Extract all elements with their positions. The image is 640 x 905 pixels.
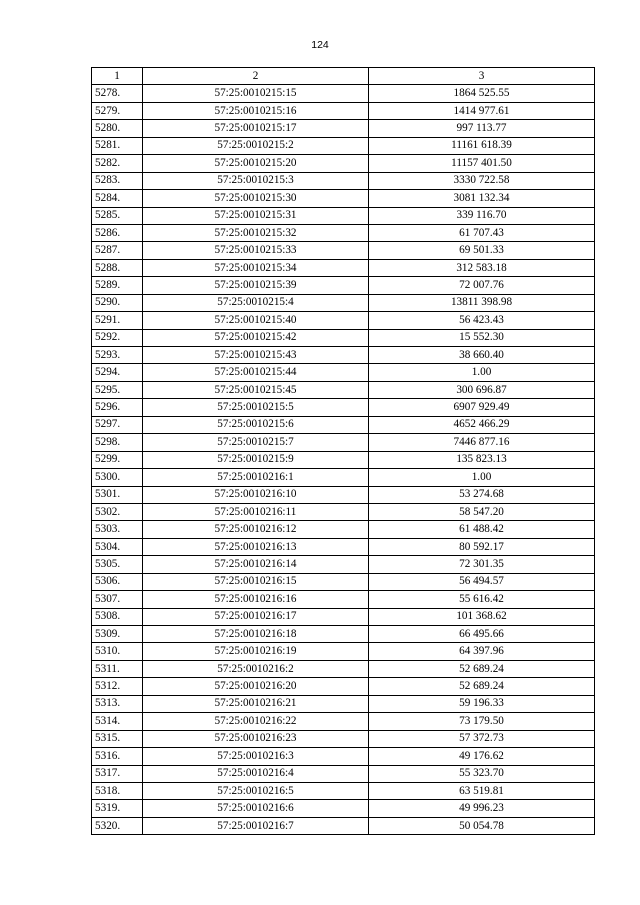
cadastral-number: 57:25:0010216:5 [143, 782, 369, 799]
table-row [92, 312, 595, 329]
cadastral-number: 57:25:0010216:11 [143, 503, 369, 520]
table-row [92, 782, 595, 799]
table-row [92, 277, 595, 294]
table-row [92, 556, 595, 573]
table-row [92, 259, 595, 276]
cadastral-value: 61 707.43 [369, 224, 595, 241]
table-row [92, 364, 595, 381]
cadastral-value: 6907 929.49 [369, 399, 595, 416]
table-row [92, 207, 595, 224]
row-number: 5297. [92, 416, 143, 433]
row-number: 5309. [92, 626, 143, 643]
cadastral-number: 57:25:0010215:39 [143, 277, 369, 294]
table-row [92, 102, 595, 119]
cadastral-number: 57:25:0010216:17 [143, 608, 369, 625]
row-number: 5305. [92, 556, 143, 573]
cadastral-value: 101 368.62 [369, 608, 595, 625]
column-header-1: 1 [92, 68, 143, 85]
cadastral-number: 57:25:0010216:18 [143, 626, 369, 643]
row-number: 5283. [92, 172, 143, 189]
table-row [92, 172, 595, 189]
cadastral-value: 13811 398.98 [369, 294, 595, 311]
row-number: 5311. [92, 660, 143, 677]
row-number: 5279. [92, 102, 143, 119]
table-row [92, 521, 595, 538]
row-number: 5316. [92, 748, 143, 765]
cadastral-number: 57:25:0010215:4 [143, 294, 369, 311]
table-row [92, 503, 595, 520]
row-number: 5293. [92, 347, 143, 364]
cadastral-value: 55 323.70 [369, 765, 595, 782]
row-number: 5314. [92, 713, 143, 730]
cadastral-value: 72 301.35 [369, 556, 595, 573]
table-row [92, 434, 595, 451]
cadastral-value-table [91, 67, 595, 835]
cadastral-value: 135 823.13 [369, 451, 595, 468]
cadastral-value: 56 423.43 [369, 312, 595, 329]
cadastral-number: 57:25:0010215:17 [143, 120, 369, 137]
table-row [92, 242, 595, 259]
row-number: 5298. [92, 434, 143, 451]
cadastral-value: 50 054.78 [369, 817, 595, 834]
row-number: 5281. [92, 137, 143, 154]
table-row [92, 573, 595, 590]
row-number: 5301. [92, 486, 143, 503]
cadastral-number: 57:25:0010215:34 [143, 259, 369, 276]
cadastral-number: 57:25:0010216:20 [143, 678, 369, 695]
row-number: 5306. [92, 573, 143, 590]
cadastral-value: 7446 877.16 [369, 434, 595, 451]
row-number: 5291. [92, 312, 143, 329]
row-number: 5282. [92, 155, 143, 172]
row-number: 5304. [92, 538, 143, 555]
table-row [92, 451, 595, 468]
cadastral-number: 57:25:0010216:15 [143, 573, 369, 590]
page-number: 124 [311, 39, 329, 51]
cadastral-value: 63 519.81 [369, 782, 595, 799]
row-number: 5286. [92, 224, 143, 241]
row-number: 5299. [92, 451, 143, 468]
table-row [92, 347, 595, 364]
row-number: 5278. [92, 85, 143, 102]
cadastral-number: 57:25:0010215:9 [143, 451, 369, 468]
cadastral-number: 57:25:0010215:44 [143, 364, 369, 381]
table-row [92, 120, 595, 137]
cadastral-number: 57:25:0010216:10 [143, 486, 369, 503]
cadastral-number: 57:25:0010215:32 [143, 224, 369, 241]
cadastral-number: 57:25:0010215:3 [143, 172, 369, 189]
table-row [92, 765, 595, 782]
cadastral-value: 11157 401.50 [369, 155, 595, 172]
cadastral-number: 57:25:0010215:20 [143, 155, 369, 172]
table-row [92, 538, 595, 555]
cadastral-value: 58 547.20 [369, 503, 595, 520]
cadastral-number: 57:25:0010216:13 [143, 538, 369, 555]
column-header-3: 3 [369, 68, 595, 85]
row-number: 5295. [92, 381, 143, 398]
cadastral-number: 57:25:0010215:30 [143, 190, 369, 207]
table-row [92, 695, 595, 712]
row-number: 5284. [92, 190, 143, 207]
cadastral-number: 57:25:0010216:19 [143, 643, 369, 660]
cadastral-value: 56 494.57 [369, 573, 595, 590]
row-number: 5313. [92, 695, 143, 712]
row-number: 5320. [92, 817, 143, 834]
cadastral-number: 57:25:0010216:14 [143, 556, 369, 573]
table-row [92, 748, 595, 765]
table-row [92, 486, 595, 503]
row-number: 5310. [92, 643, 143, 660]
cadastral-number: 57:25:0010216:12 [143, 521, 369, 538]
cadastral-value: 3330 722.58 [369, 172, 595, 189]
table-body [92, 85, 595, 835]
row-number: 5302. [92, 503, 143, 520]
cadastral-value: 64 397.96 [369, 643, 595, 660]
table-row [92, 294, 595, 311]
cadastral-value: 4652 466.29 [369, 416, 595, 433]
cadastral-value: 61 488.42 [369, 521, 595, 538]
cadastral-value: 300 696.87 [369, 381, 595, 398]
table-row [92, 817, 595, 834]
cadastral-number: 57:25:0010215:33 [143, 242, 369, 259]
cadastral-value: 52 689.24 [369, 678, 595, 695]
cadastral-number: 57:25:0010216:23 [143, 730, 369, 747]
table-row [92, 416, 595, 433]
cadastral-number: 57:25:0010216:22 [143, 713, 369, 730]
table-row [92, 381, 595, 398]
cadastral-value: 73 179.50 [369, 713, 595, 730]
cadastral-number: 57:25:0010215:31 [143, 207, 369, 224]
table-row [92, 800, 595, 817]
table-row [92, 660, 595, 677]
cadastral-value: 69 501.33 [369, 242, 595, 259]
cadastral-value: 57 372.73 [369, 730, 595, 747]
cadastral-number: 57:25:0010216:16 [143, 591, 369, 608]
row-number: 5303. [92, 521, 143, 538]
row-number: 5289. [92, 277, 143, 294]
row-number: 5317. [92, 765, 143, 782]
row-number: 5315. [92, 730, 143, 747]
cadastral-value: 49 996.23 [369, 800, 595, 817]
cadastral-value: 1864 525.55 [369, 85, 595, 102]
row-number: 5288. [92, 259, 143, 276]
row-number: 5318. [92, 782, 143, 799]
cadastral-number: 57:25:0010215:7 [143, 434, 369, 451]
table-row [92, 137, 595, 154]
cadastral-number: 57:25:0010216:6 [143, 800, 369, 817]
cadastral-value: 53 274.68 [369, 486, 595, 503]
row-number: 5290. [92, 294, 143, 311]
table-row [92, 678, 595, 695]
cadastral-value: 66 495.66 [369, 626, 595, 643]
table-row [92, 329, 595, 346]
cadastral-number: 57:25:0010215:43 [143, 347, 369, 364]
table-row [92, 730, 595, 747]
cadastral-number: 57:25:0010216:7 [143, 817, 369, 834]
cadastral-value: 15 552.30 [369, 329, 595, 346]
row-number: 5296. [92, 399, 143, 416]
cadastral-number: 57:25:0010216:21 [143, 695, 369, 712]
table-row [92, 155, 595, 172]
cadastral-value: 55 616.42 [369, 591, 595, 608]
table-row [92, 469, 595, 486]
cadastral-value: 1.00 [369, 469, 595, 486]
table-row [92, 608, 595, 625]
cadastral-number: 57:25:0010216:3 [143, 748, 369, 765]
row-number: 5312. [92, 678, 143, 695]
row-number: 5292. [92, 329, 143, 346]
cadastral-number: 57:25:0010215:45 [143, 381, 369, 398]
cadastral-value: 1.00 [369, 364, 595, 381]
cadastral-number: 57:25:0010216:1 [143, 469, 369, 486]
cadastral-number: 57:25:0010215:40 [143, 312, 369, 329]
table-row [92, 399, 595, 416]
cadastral-value: 49 176.62 [369, 748, 595, 765]
table-row [92, 626, 595, 643]
cadastral-value: 11161 618.39 [369, 137, 595, 154]
cadastral-number: 57:25:0010215:16 [143, 102, 369, 119]
cadastral-number: 57:25:0010216:2 [143, 660, 369, 677]
row-number: 5319. [92, 800, 143, 817]
cadastral-number: 57:25:0010215:42 [143, 329, 369, 346]
cadastral-value: 997 113.77 [369, 120, 595, 137]
cadastral-value: 80 592.17 [369, 538, 595, 555]
row-number: 5287. [92, 242, 143, 259]
cadastral-value: 1414 977.61 [369, 102, 595, 119]
cadastral-value: 38 660.40 [369, 347, 595, 364]
cadastral-number: 57:25:0010215:15 [143, 85, 369, 102]
row-number: 5300. [92, 469, 143, 486]
table-row [92, 591, 595, 608]
cadastral-value: 339 116.70 [369, 207, 595, 224]
column-header-2: 2 [143, 68, 369, 85]
row-number: 5307. [92, 591, 143, 608]
cadastral-number: 57:25:0010215:2 [143, 137, 369, 154]
cadastral-number: 57:25:0010215:5 [143, 399, 369, 416]
cadastral-value: 312 583.18 [369, 259, 595, 276]
row-number: 5294. [92, 364, 143, 381]
cadastral-value: 52 689.24 [369, 660, 595, 677]
table-header-row [92, 68, 595, 85]
row-number: 5285. [92, 207, 143, 224]
table-row [92, 643, 595, 660]
row-number: 5308. [92, 608, 143, 625]
row-number: 5280. [92, 120, 143, 137]
table-row [92, 224, 595, 241]
cadastral-number: 57:25:0010216:4 [143, 765, 369, 782]
cadastral-value: 72 007.76 [369, 277, 595, 294]
cadastral-number: 57:25:0010215:6 [143, 416, 369, 433]
table-row [92, 713, 595, 730]
table-row [92, 190, 595, 207]
table-row [92, 85, 595, 102]
cadastral-value: 59 196.33 [369, 695, 595, 712]
cadastral-value: 3081 132.34 [369, 190, 595, 207]
